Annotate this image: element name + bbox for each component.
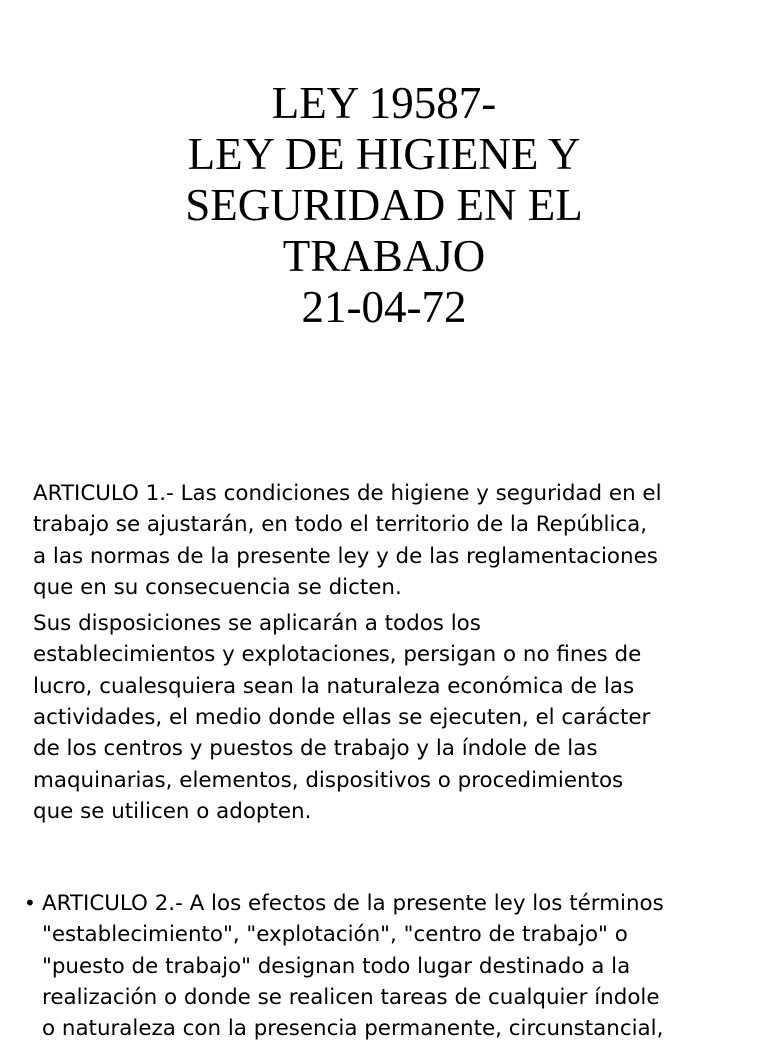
text-line: que en su consecuencia se dicten.	[33, 574, 402, 600]
article-2	[24, 888, 754, 1042]
text-line: Sus disposiciones se aplicarán a todos los	[33, 611, 481, 637]
text-line: o naturaleza con la presencia permanente, circunstancial,	[42, 1016, 664, 1042]
text-line: que se utilicen o adopten.	[33, 798, 312, 824]
bullet-icon: •	[24, 891, 36, 915]
text-line: maquinarias, elementos, dispositivos o procedimientos	[33, 767, 624, 793]
text-line: a las normas de la presente ley y de las reglamentaciones	[33, 543, 658, 569]
text-line: realización o donde se realicen tareas de cualquier índole	[42, 984, 660, 1010]
text-line: de los centros y puestos de trabajo y la índole de las	[33, 736, 598, 762]
text-line: establecimientos y explotaciones, persigan o no fines de	[33, 642, 642, 668]
text-line: trabajo se ajustarán, en todo el territorio de la República,	[33, 512, 648, 538]
text-line: "puesto de trabajo" designan todo lugar destinado a la	[42, 953, 631, 979]
text-line: actividades, el medio donde ellas se ejecuten, el carácter	[33, 705, 651, 731]
title-line: LEY 19587-	[271, 78, 497, 128]
title-date: 21-04-72	[301, 282, 467, 332]
title-line: TRABAJO	[282, 231, 486, 281]
text-line: "establecimiento", "explotación", "centro de trabajo" o	[42, 922, 628, 948]
text-line: ARTICULO 1.- Las condiciones de higiene y seguridad en el	[33, 481, 662, 506]
article-1	[33, 478, 753, 827]
text-line: ARTICULO 2.- A los efectos de la presente ley los términos	[42, 891, 664, 916]
document-title	[0, 78, 768, 333]
bullet-item	[24, 888, 754, 1044]
article-2-text	[42, 888, 754, 1044]
title-line: SEGURIDAD EN EL	[185, 180, 583, 230]
article-1-paragraph-1	[33, 478, 753, 603]
title-line: LEY DE HIGIENE Y	[187, 129, 581, 179]
article-1-paragraph-2	[33, 608, 753, 827]
text-line: lucro, cualesquiera sean la naturaleza económica de las	[33, 673, 635, 699]
